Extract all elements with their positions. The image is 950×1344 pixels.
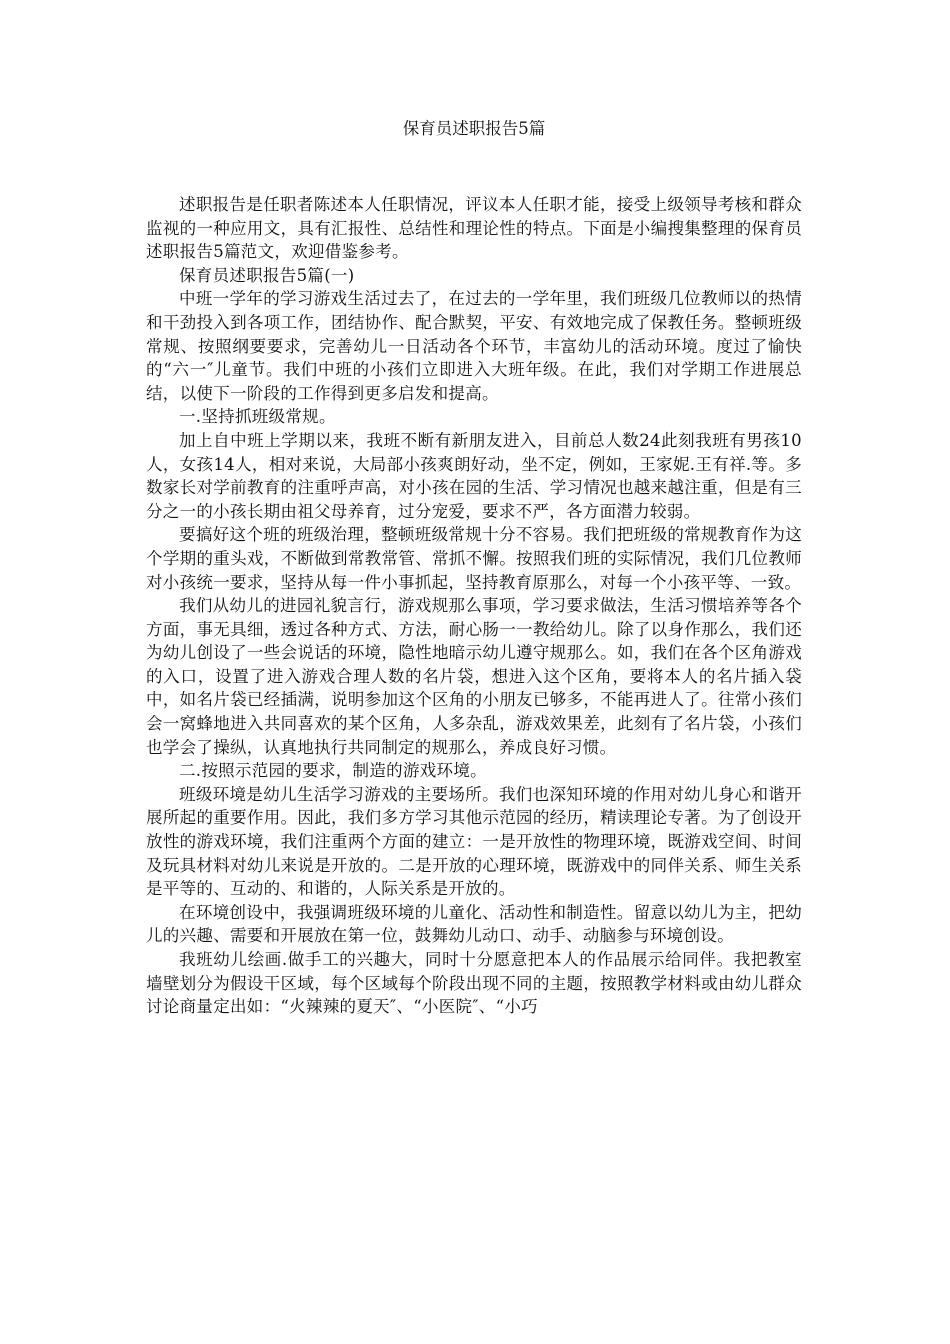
section-heading: 二.按照示范园的要求，制造的游戏环境。 <box>179 761 487 781</box>
paragraph: 加上自中班上学期以来，我班不断有新朋友进入，目前总人数24此刻我班有男孩10人，女孩14人，相对来说，大局部小孩爽朗好动，坐不定，例如，王家妮.王有祥.等。多数家长对学前教育的注重呼声高，对小孩在园的生活、学习情况也越来越注重，但是有三分之一的小孩长期由祖父母养育，过分宠爱，要求不严，各方面潜力较弱。 <box>146 430 802 521</box>
document-page <box>146 118 802 1019</box>
section-heading: 一.坚持抓班级常规。 <box>179 407 336 427</box>
paragraph: 班级环境是幼儿生活学习游戏的主要场所。我们也深知环境的作用对幼儿身心和谐开展所起的重要作用。因此，我们多方学习其他示范园的经历，精读理论专著。为了创设开放性的游戏环境，我们注重两个方面的建立：一是开放性的物理环境，既游戏空间、时间及玩具材料对幼儿来说是开放的。二是开放的心理环境，既游戏中的同伴关系、师生关系是平等的、互动的、和谐的，人际关系是开放的。 <box>146 784 802 899</box>
section-heading: 保育员述职报告5篇(一) <box>179 265 355 285</box>
paragraph: 我们从幼儿的进园礼貌言行，游戏规那么事项，学习要求做法，生活习惯培养等各个方面，事无具细，透过各种方式、方法，耐心肠一一教给幼儿。除了以身作那么，我们还为幼儿创设了一些会说话的环境，隐性地暗示幼儿遵守规那么。如，我们在各个区角游戏的入口，设置了进入游戏合理人数的名片袋，想进入这个区角，要将本人的名片插入袋中，如名片袋已经插满，说明参加这个区角的小朋友已够多，不能再进人了。往常小孩们会一窝蜂地进入共同喜欢的某个区角，人多杂乱，游戏效果差，此刻有了名片袋，小孩们也学会了操纵，认真地执行共同制定的规那么，养成良好习惯。 <box>146 596 802 757</box>
paragraph: 中班一学年的学习游戏生活过去了，在过去的一学年里，我们班级几位教师以的热情和干劲投入到各项工作，团结协作、配合默契，平安、有效地完成了保教任务。整顿班级常规、按照纲要要求，完善幼儿一日活动各个环节，丰富幼儿的活动环境。度过了愉快的“六一″儿童节。我们中班的小孩们立即进入大班年级。在此，我们对学期工作进展总结，以使下一阶段的工作得到更多启发和提高。 <box>146 289 802 403</box>
paragraph: 要搞好这个班的班级治理，整顿班级常规十分不容易。我们把班级的常规教育作为这个学期的重头戏，不断做到常教常管、常抓不懈。按照我们班的实际情况，我们几位教师对小孩统一要求，坚持从每一件小事抓起，坚持教育原那么，对每一个小孩平等、一致。 <box>146 525 802 592</box>
paragraph: 在环境创设中，我强调班级环境的儿童化、活动性和制造性。留意以幼儿为主，把幼儿的兴趣、需要和开展放在第一位，鼓舞幼儿动口、动手、动脑参与环境创设。 <box>146 902 802 946</box>
paragraph: 述职报告是任职者陈述本人任职情况，评议本人任职才能，接受上级领导考核和群众监视的一种应用文，具有汇报性、总结性和理论性的特点。下面是小编搜集整理的保育员述职报告5篇范文，欢迎借鉴参考。 <box>146 195 802 262</box>
paragraph: 我班幼儿绘画.做手工的兴趣大，同时十分愿意把本人的作品展示给同伴。我把教室墙壁划分为假设干区域，每个区域每个阶段出现不同的主题，按照教学材料或由幼儿群众讨论商量定出如：“火辣辣的夏天″、“小医院″、“小巧 <box>146 950 802 1017</box>
document-title: 保育员述职报告5篇 <box>402 119 546 138</box>
document-body <box>146 193 802 1019</box>
